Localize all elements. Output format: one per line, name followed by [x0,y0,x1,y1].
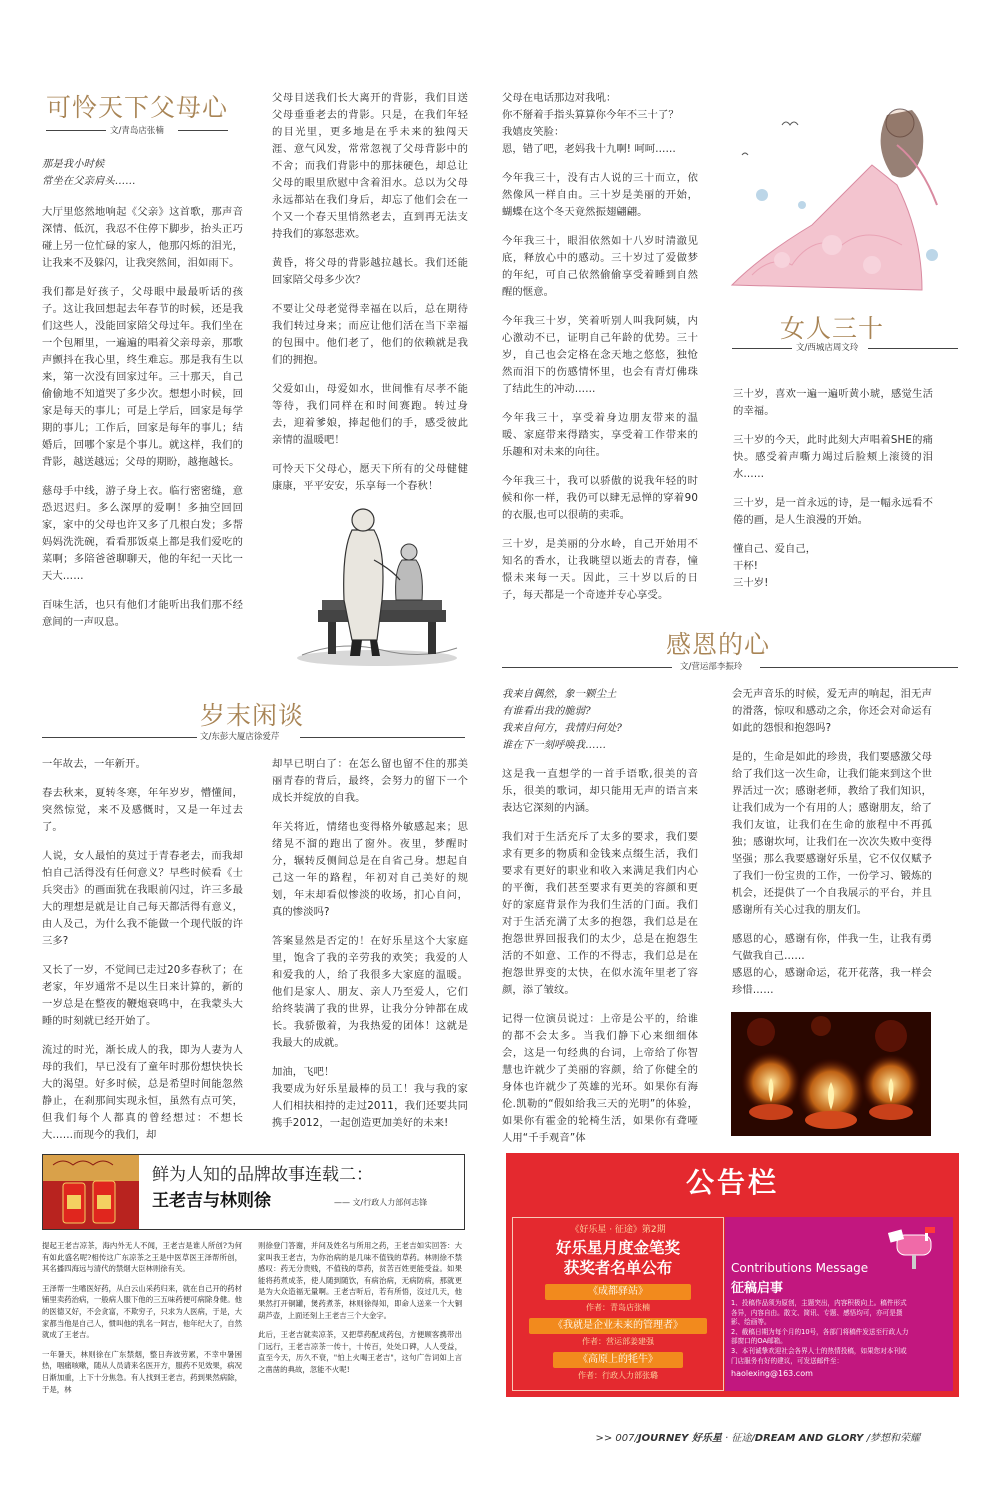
brand-col2 [258,1240,462,1384]
notice-issue: 《好乐星 · 征途》第2期 [570,1225,666,1235]
paragraph: 却早已明白了：在怎么留也留不住的那美丽青春的背后，最终，会努力的留下一个成长并绽放的自我。 [272,758,468,804]
article4-byline: 文/营运部李振玲 [680,662,743,672]
poem-line: 谁在下一刻呼唤我…… [502,739,606,751]
paragraph: 年关将近，情绪也变得格外敏感起来；思绪晃不溜的跑出了窗外。夜里，梦醒时分，辗转反侧间总是在自省己身。想起自己这一年的路程，年初对自己美好的规划，年末却看似惨淡的收场，扪心自问，真的惨淡吗? [272,821,468,918]
article2-col1 [502,90,698,616]
paragraph: 此后，王老吉就卖凉茶，又把草药配成药包，方便顾客携带出门远行，王老吉凉茶一传十，十传百，处处口碑，人人受益，直至今天，历久不衰，"怕上火喝王老吉"，这句广告词如上言之凿凿的典故，忽能不火呢! [258,1330,462,1374]
article3-title: 岁末闲谈 [200,701,305,730]
footer-journey: JOURNEY [637,1433,689,1444]
article1-title: 可怜天下父母心 [46,93,229,122]
paragraph: 王泽帮一生嗜医好药，从白云山采药归来，就在自己开的药材铺里卖药治病，一般病人服下他的三五味药便可病除身健。他的医德又好，不会贪富，不欺穷子，只求为人医病，于是，大家都当他是自己人，惯叫他的乳名一阿吉，他年纪大了，自然就成了王老吉。 [42,1283,242,1340]
paragraph: 又长了一岁，不觉间已走过20多春秋了；在老家，年岁通常不是以生日来计算的，新的一岁总是在整夜的鞭炮衰鸣中，在我蒙头大睡的时刻就已经开始了。 [42,964,243,1027]
notice-board [506,1153,959,1397]
paragraph: 加油，飞吧！ 我要成为好乐星最棒的员工！我与我的家人们相扶相持的走过2011，我们还要共同携手2012，一起创造更加美好的未来! [272,1066,468,1129]
paragraph: 感恩的心，感谢有你，伴我一生，让我有勇气做我自己…… 感恩的心，感谢命运，花开花落，我一样会珍惜…… [732,933,932,996]
article3-rule-right [300,737,465,738]
paragraph: 三十岁的今天，此时此刻大声唱着SHE的痛快。感受着声嘶力竭过后脸颊上滚烫的泪水…… [733,434,933,480]
poem-line: 常坐在父亲肩头…… [42,175,136,187]
paragraph: 一年暑天，林则徐在广东禁烟，整日奔波劳累，不幸中暑困热，咽痛咳嗽，随从人员请来名医开方，服药不见效果，病况日渐加重，上下十分焦急。有人找到王老吉，药到果然病除，于是，林 [42,1349,242,1394]
notice-header: 公告栏 [685,1166,779,1199]
footer-dream: DREAM AND GLORY [754,1433,864,1444]
footer-prefix: >> 007/ [595,1433,638,1444]
paragraph: 今年我三十，没有古人说的三十而立，依然像风一样自由。三十岁是美丽的开始，蝴蝶在这个冬天竟然振翅翩翩。 [502,172,698,218]
footer-rest: · 征途/ [721,1433,755,1444]
wanglaoji-cans-photo [43,1155,139,1229]
mailbox-icon [885,1223,945,1269]
paragraph: 三十岁，是美丽的分水岭，自己开始用不知名的香水，让我眺望以逝去的青春，憧憬未来每一天。因此，三十岁以后的日子，每天都是一个奇迹并专心享受。 [502,538,698,601]
contribution-email: haolexing@163.com [731,1369,813,1379]
paragraph: 大厅里悠然地响起《父亲》这首歌，那声音深情、低沉，我忍不住停下脚步，抬头正巧碰上另一位忙碌的家人，他那闪烁的泪光，让我来不及躲闪，让我突然间，泪如雨下。 [42,206,243,269]
paragraph: 慈母手中线，游子身上衣。临行密密缝，意恐迟迟归。多么深厚的爱啊！多抽空回回家，家中的父母也许又多了几根白发；多帮妈妈洗洗碗，看看那饭桌上都是我们爱吃的菜啊；多陪爸爸聊聊天，他的年纪一天比一天大…… [42,485,243,582]
paragraph: 记得一位演员说过：上帝是公平的，给谁的都不会太多。当我们静下心来细细体会，这是一句经典的台词，上帝给了你智慧也许就少了美丽的容颜，给了你健全的身体也许就少了英雄的光环。如果你有海伦.凯勒的“假如给我三天的光明”的体验，如果你有霍金的轮椅生活，如果你有聋哑人用“千手观音”体 [502,1013,698,1144]
paragraph: 可怜天下父母心，愿天下所有的父母健健康康，平平安安，乐享每一个春秋！ [272,463,468,492]
paragraph: 我们对于生活充斥了太多的要求，我们要求有更多的物质和金钱来点缀生活，我们要求有更好的职业和收入来满足我们内心的平衡，我们甚至要求有更美的容颜和更好的家庭背景作为我们生活的门面。我们对于生活充满了太多的抱怨，我们总是在抱怨世界回报我们的太少，总是在抱怨生活的不如意、工作的不得志，我们总是在抱怨世界变的太快，在似水流年里老了容颜，添了皱纹。 [502,831,698,996]
article3-byline: 文/东彭大厦店徐爱芹 [200,732,280,742]
article3-rule-left [42,737,197,738]
paragraph: 我们都是好孩子，父母眼中最最听话的孩子。这让我回想起去年春节的时候，还是我们这些人，没能回家陪父母过年。我们坐在一个包厢里，一遍遍的唱着父亲母亲，那歌声颤抖在我心里，终生难忘。那是我有生以来，第一次没有回家过年。三十那天，自己偷偷地不知道哭了多少次。想想小时候，回家是每天的事儿；可是上学后，回家是每学期的事儿；工作后，回家是每年的事儿；结婚后，回哪个家是个事儿。就这样，我们的背影，越送越远；父母的期盼，越拖越长。 [42,286,243,468]
article1-byline: 文/青岛店张楠 [110,126,164,136]
brand-byline: —— 文/行政人力部何志锋 [334,1198,428,1207]
article3-col1 [42,756,243,1156]
paragraph: 春去秋来，夏转冬寒，年年岁岁，懵懂间，突然惊觉，来不及感慨时，又是一年过去了。 [42,787,243,833]
article1-col1 [42,204,243,643]
paragraph: 不要让父母老觉得幸福在以后，总在期待我们转过身来；而应让他们活在当下幸福的包围中。他们老了，他们的依赖就是我们的拥抱。 [272,303,468,366]
article2-col2 [733,386,933,604]
contribution-item: 2、截稿日期为每个月的10号，各部门将稿件发送至行政人力部窗口的OA邮箱。 [731,1327,909,1346]
article4-rule-left [502,667,672,668]
paragraph: 会无声音乐的时候，爱无声的响起，泪无声的滑落，惊叹和感动之余，你还会对命运有如此的怨恨和抱怨吗? [732,688,932,734]
paragraph: 百味生活，也只有他们才能听出我们那不经意间的一声叹息。 [42,599,243,628]
poem-line: 那是我小时候 [42,158,105,170]
contributions-text [731,1299,911,1379]
article2-title: 女人三十 [780,314,885,343]
page-footer [596,1429,921,1444]
paragraph: 流过的时光，渐长成人的我，即为人妻为人母的我们，早已没有了童年时那份想快快长大的渴望。好多时候，总是希望时间能忽然静止，在刹那间实现永恒，虽然有点可笑，但我们每个人都真的曾经想过：不想长大……而现今的我们，却 [42,1044,243,1141]
footer-end: /梦想和荣耀 [863,1433,920,1444]
article1-col2 [272,90,468,507]
paragraph: 三十岁，喜欢一遍一遍听黄小琥，感觉生活的幸福。 [733,388,933,417]
brand-title-2: 王老吉与林则徐 [152,1191,271,1211]
woman-in-pink-dress-illustration [722,85,962,295]
notice-left-panel [512,1217,724,1391]
paragraph: 懂自己、爱自己， 干杯! 三十岁! [733,543,817,589]
paragraph: 父母在电话那边对我吼： 你不掰着手指头算算你今年不三十了？ 我嬉皮笑脸： 恩，错了吧，老妈我十九啊! 呵呵…… [502,92,679,155]
article4-poem [502,686,702,766]
article1-rule-right [178,130,228,131]
article4-col2 [732,686,932,1011]
paragraph: 答案显然是否定的！在好乐星这个大家庭里，饱含了我的辛劳我的欢笑；我爱的人和爱我的人，给了我很多大家庭的温暖。他们是家人、朋友、亲人乃至爱人，它们给终装满了我的世界，让我分分钟都在成长。我骄傲着，为我热爱的团体！这就是我最大的成就。 [272,935,468,1049]
poem-line: 我来自偶然，象一颗尘土 [502,688,617,700]
paragraph: 是的，生命是如此的珍贵，我们要感激父母给了我们这一次生命，让我们能来到这个世界活过一次；感谢老师，教给了我们知识，让我们成为一个有用的人；感谢朋友，给了我们友谊，让我们在生命的旅程中不再孤独；感谢坎坷，让我们在一次次失败中变得坚强；那么我要感谢好乐星，它不仅仅赋予了我们一份宝贵的工作，一份学习、锻炼的机会，还提供了一个自我展示的平台，并且感谢所有关心过我的朋友们。 [732,751,932,916]
contributions-en-title: Contributions Message [731,1261,869,1275]
contribution-item: 1、投稿作品须为原创，主题突出，内容积极向上。稿件形式各异，内容自由。散文、简讯、专题、感悟均可，亦可是摄影、绘画等。 [731,1299,907,1327]
article4-rule-right [760,667,958,668]
article2-rule-right [868,348,958,349]
paragraph: 则徐登门答谢，并问及姓名与所用之药，王老吉如实回答：大家叫我王老吉，为你治病的是几味不值钱的草药。林则徐不禁感叹：药无分贵贱，不值钱的草药，贫苦百姓更能受益。如果能将药煮成茶，使人随到随饮，有病治病，无病防病，那就更是为大众造福无量啊。王老吉听后，若有所悟，沒过几天，他果然打开铜罐，煲药煮茶，林则徐得知，即命人送来一个大铜葫芦壶，上面还刻上王老吉三个大金字。 [258,1241,462,1320]
paragraph: 人说，女人最怕的莫过于青春老去，而我却怕自己活得没有任何意义？早些时候看《士兵突击》的画面犹在我眼前闪过，许三多最大的理想是就是让自己每天都活得有意义，由人及己，为什么我不能做一个现代版的许三多? [42,850,243,947]
paragraph: 今年我三十，眼泪依然如十八岁时清澈见底，释放心中的感动。三十岁过了爱做梦的年纪，可自己依然偷偷享受着睡到自然醒的惬意。 [502,235,698,298]
notice-award-title-2: 获奖者名单公布 [563,1259,673,1277]
article2-byline: 文/西城店周文玲 [796,343,859,353]
notice-award-title-1: 好乐星月度金笔奖 [555,1239,680,1257]
poem-line: 有谁看出我的脆弱? [502,705,591,717]
entry-title-box: 《高原上的牦牛》 [553,1352,683,1368]
candles-photo [731,1012,931,1136]
paragraph: 提起王老吉凉茶，海内外无人不闻，王老吉是谁人所创?为何有如此盛名呢?相传这广东凉茶之王是中医草医王泽帮所创，其名播四海远与清代的禁烟大臣林则徐有关。 [42,1241,242,1274]
article1-poem [42,156,242,202]
paragraph: 一年故去，一年新开。 [42,758,146,770]
brand-title-1: 鲜为人知的品牌故事连载二： [152,1165,373,1185]
contributions-cn-title: 征稿启事 [731,1281,784,1296]
entry-author: 作者：青岛店张楠 [586,1303,650,1312]
article3-col2 [272,756,468,1144]
poem-line: 我来自何方，我情归何处? [502,722,622,734]
article4-col1 [502,766,698,1159]
paragraph: 今年我三十，享受着身边朋友带来的温暖、家庭带来得踏实，享受着工作带来的乐趣和对未来的向往。 [502,412,698,458]
paragraph: 这是我一直想学的一首手语歌,很美的音乐，很美的歌词，却只能用无声的语言来表达它深刻的内涵。 [502,768,698,814]
article2-rule-left [732,348,792,349]
entry-title-box: 《成都驿站》 [545,1284,691,1300]
paragraph: 父爱如山，母爱如水，世间惟有尽孝不能等待，我们同样在和时间赛跑。转过身去，迎着爹娘，捧起他们的手，感受彼此亲情的温暖吧！ [272,383,468,446]
paragraph: 黄昏，将父母的背影越拉越长。我们还能回家陪父母多少次？ [272,257,468,286]
paragraph: 今年我三十岁，笑着听别人叫我阿姨，内心激动不已，证明自己年龄的优势。三十岁，自己也会定格在念天地之悠悠，独怆然而泪下的伤感情怀里，也会有青灯佛珠了结此生的冲动…… [502,315,698,395]
footer-brand: 好乐星 [688,1433,722,1444]
entry-author: 作者：行政人力部张璐 [578,1371,658,1380]
entry-author: 作者：营运部姜建强 [582,1337,654,1346]
notice-right-panel [725,1217,953,1391]
entry-title-box: 《我就是企业未来的管理者》 [529,1318,707,1334]
contribution-item: 3、本刊诚挚欢迎社会各界人士的热情投稿，如果您对本刊或门店服务有好的建议，可发送邮件至： [731,1346,907,1365]
paragraph: 三十岁，是一首永远的诗，是一幅永远看不倦的画，是人生浪漫的开始。 [733,497,933,526]
paragraph: 今年我三十，我可以骄傲的说我年轻的时候和你一样，我仍可以肆无忌惮的穿着90的衣服,也可以很萌的卖乖。 [502,475,698,521]
article1-rule-left [46,130,106,131]
article4-title: 感恩的心 [666,630,771,659]
paragraph: 父母目送我们长大离开的背影，我们目送父母垂垂老去的背影。只是，在我们年轻的目光里，更多地是在乎未来的独闯天涯、意气风发，常常忽视了父母背影中的不舍；而我们背影中的那抹硬色，却总让父母的眼里欣慰中含着泪水。总以为父母永远都站在我们身后，却忘了他们会在一个又一个春天里悄然老去，直到再无法支持我们的寡怒悲欢。 [272,92,468,240]
father-child-bench-illustration [282,490,462,670]
brand-col1 [42,1240,242,1403]
